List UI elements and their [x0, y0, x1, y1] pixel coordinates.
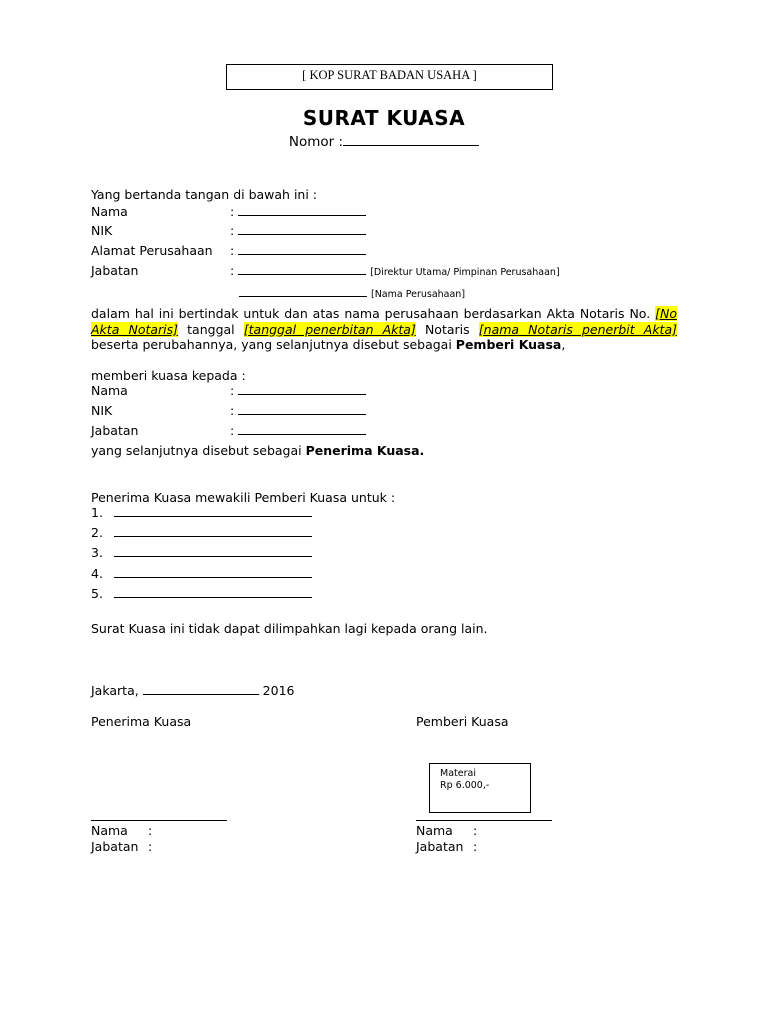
list-number: 2.: [91, 525, 103, 540]
pemberi-signature-line: [416, 820, 552, 821]
sig-jabatan-label: Jabatan: [416, 839, 464, 854]
penerima-signature-line: [91, 820, 227, 821]
pemberi-sig-jabatan: [416, 839, 477, 854]
list-item: [91, 586, 312, 601]
materai-line1: Materai: [440, 768, 476, 779]
colon: :: [230, 423, 235, 438]
penerima-nama-field: [230, 383, 366, 398]
date-blank: [143, 683, 259, 695]
colon: :: [230, 403, 235, 418]
blank-line: [238, 243, 366, 255]
penerima-kuasa-bold: Penerima Kuasa.: [305, 443, 425, 458]
mewakili-text: Penerima Kuasa mewakili Pemberi Kuasa untuk :: [91, 490, 396, 505]
penerima-nik-label: NIK: [91, 403, 113, 418]
pemberi-nik-label: NIK: [91, 223, 113, 238]
list-item: [91, 505, 312, 520]
blank-line: [238, 403, 366, 415]
materai-stamp-box: [429, 763, 531, 813]
para-text-5: ,: [561, 337, 566, 352]
blank-line: [238, 263, 366, 275]
para-text-4: beserta perubahannya, yang selanjutnya disebut sebagai: [91, 337, 456, 352]
tempat: Jakarta,: [91, 683, 139, 698]
blank-line: [114, 545, 312, 557]
blank-line: [114, 525, 312, 537]
intro-text: Yang bertanda tangan di bawah ini :: [91, 187, 318, 202]
nomor-label: Nomor :: [288, 134, 344, 150]
colon: :: [230, 204, 235, 219]
list-number: 3.: [91, 545, 103, 560]
penerima-kuasa-label: Penerima Kuasa: [91, 714, 192, 729]
materai-line2: Rp 6.000,-: [440, 780, 490, 791]
pemberi-nama-field: [230, 204, 366, 219]
blank-line: [238, 223, 366, 235]
list-number: 5.: [91, 586, 103, 601]
nomor-line: [0, 134, 768, 150]
place-date-line: [91, 683, 294, 698]
sig-nama-label: Nama: [416, 823, 453, 838]
para-text-2: tanggal: [178, 321, 244, 337]
notaris-placeholder: [nama Notaris penerbit Akta]: [478, 321, 677, 337]
para-text-3: Notaris: [415, 321, 479, 337]
list-item: [91, 566, 312, 581]
tahun: 2016: [262, 683, 295, 698]
tanggal-akta-placeholder: [tanggal penerbitan Akta]: [243, 321, 416, 337]
pemberi-sig-nama: [416, 823, 477, 838]
pemberi-alamat-field: [230, 243, 366, 258]
penerima-sentence: [91, 443, 424, 458]
list-item: [91, 545, 312, 560]
colon: :: [473, 823, 478, 838]
pemberi-jabatan-label: Jabatan: [91, 263, 139, 278]
colon: :: [473, 839, 478, 854]
pemberi-nik-field: [230, 223, 366, 238]
penerima-jabatan-field: [230, 423, 366, 438]
sig-jabatan-label: Jabatan: [91, 839, 139, 854]
colon: :: [148, 839, 153, 854]
colon: :: [230, 383, 235, 398]
blank-line: [238, 383, 366, 395]
tidak-dapat-dilimpahkan-text: Surat Kuasa ini tidak dapat dilimpahkan lagi kepada orang lain.: [91, 621, 488, 636]
penerima-nik-field: [230, 403, 366, 418]
no-akta-placeholder: [No Akta Notaris]: [91, 306, 677, 337]
pemberi-kuasa-label: Pemberi Kuasa: [416, 714, 509, 729]
list-number: 1.: [91, 505, 103, 520]
colon: :: [230, 243, 235, 258]
penerima-nama-label: Nama: [91, 383, 128, 398]
blank-line: [238, 204, 366, 216]
pemberi-kuasa-bold: Pemberi Kuasa: [455, 337, 562, 352]
perusahaan-field: [239, 285, 465, 300]
penerima-sig-nama: [91, 823, 152, 838]
penerima-sig-jabatan: [91, 839, 152, 854]
penerima-jabatan-label: Jabatan: [91, 423, 139, 438]
blank-line: [114, 566, 312, 578]
list-item: [91, 525, 312, 540]
perusahaan-hint: [Nama Perusahaan]: [370, 289, 466, 300]
letterhead-placeholder: [ KOP SURAT BADAN USAHA ]: [226, 64, 553, 90]
nomor-blank: [343, 134, 479, 146]
colon: :: [230, 263, 235, 278]
blank-line: [238, 423, 366, 435]
pemberi-jabatan-field: [230, 263, 560, 278]
pemberi-alamat-label: Alamat Perusahaan: [91, 243, 213, 258]
blank-line: [114, 586, 312, 598]
list-number: 4.: [91, 566, 103, 581]
colon: :: [230, 223, 235, 238]
jabatan-hint: [Direktur Utama/ Pimpinan Perusahaan]: [370, 267, 560, 278]
akta-paragraph: [91, 306, 677, 353]
sig-nama-label: Nama: [91, 823, 128, 838]
blank-line: [114, 505, 312, 517]
penerima-text: yang selanjutnya disebut sebagai: [91, 443, 306, 458]
para-text-1: dalam hal ini bertindak untuk dan atas nama perusahaan berdasarkan Akta Notaris No.: [91, 306, 656, 321]
colon: :: [148, 823, 153, 838]
pemberi-nama-label: Nama: [91, 204, 128, 219]
document-title: SURAT KUASA: [302, 106, 466, 130]
memberi-kuasa-text: memberi kuasa kepada :: [91, 368, 246, 383]
blank-line: [239, 285, 367, 297]
